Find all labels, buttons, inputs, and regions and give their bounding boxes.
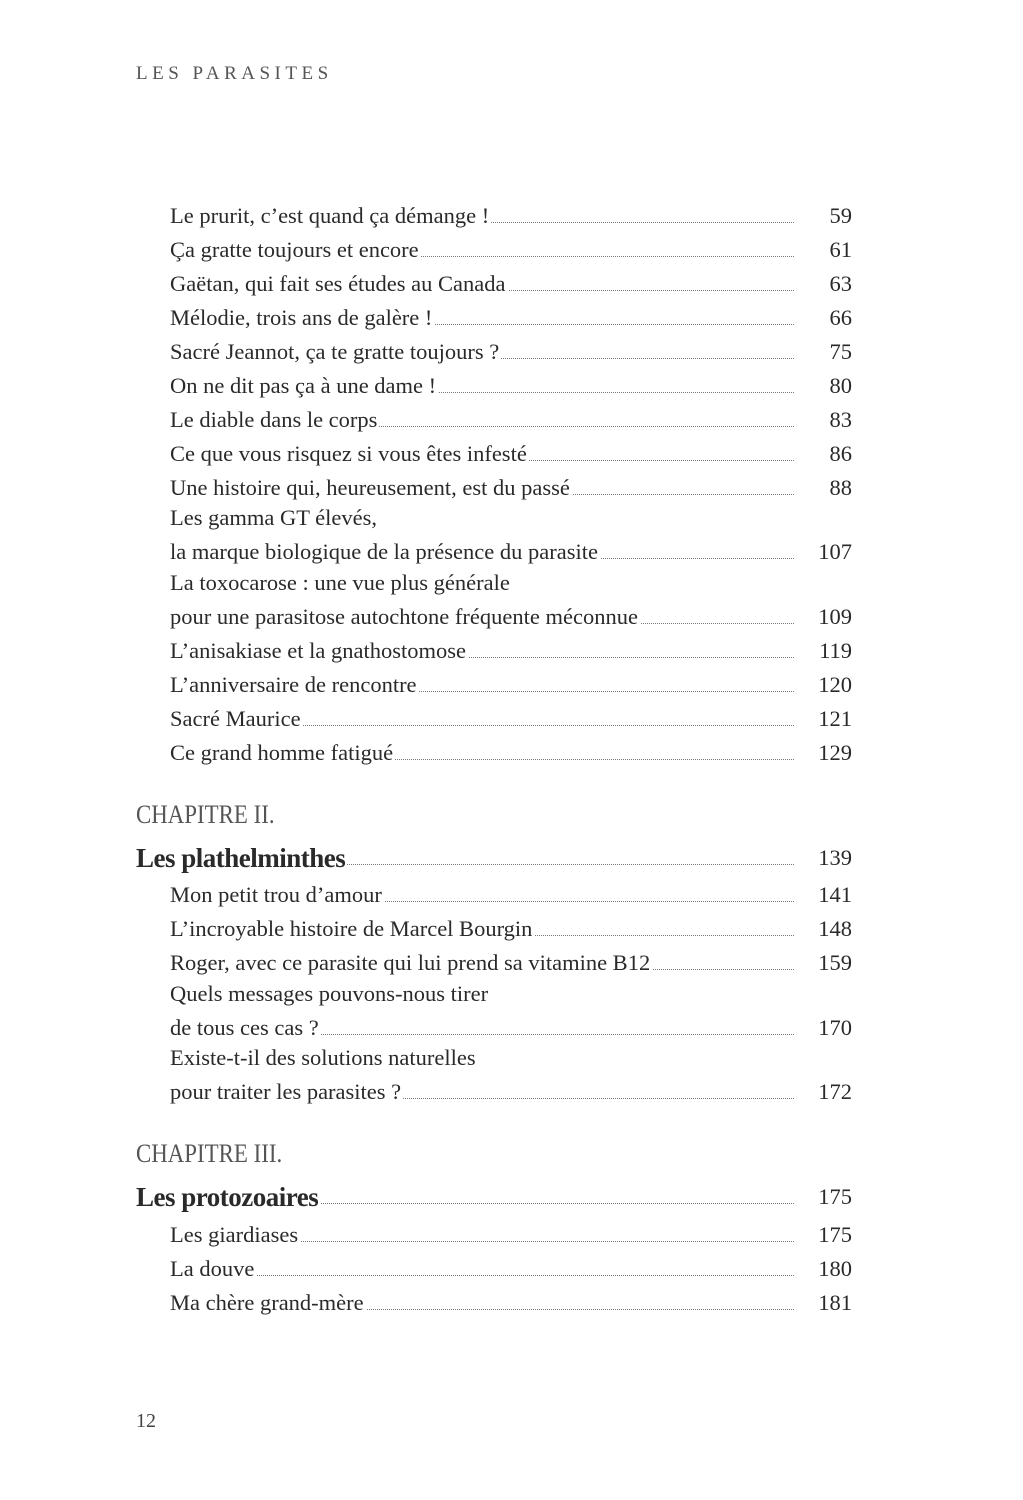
toc-entry[interactable] — [170, 1286, 852, 1320]
chapter-title: Les protozoaires — [136, 1182, 319, 1212]
entry-page: 61 — [829, 237, 852, 262]
entry-title: L’anniversaire de rencontre — [170, 668, 419, 702]
chapter-title-entry[interactable] — [136, 1180, 852, 1214]
entry-page: 88 — [829, 475, 852, 500]
entry-title: de tous ces cas ? — [170, 1011, 321, 1045]
entry-page: 129 — [818, 740, 852, 765]
toc-entry[interactable] — [170, 634, 852, 668]
entry-title: Ça gratte toujours et encore — [170, 233, 421, 267]
chapter-title: Les plathelminthes — [136, 843, 346, 873]
entry-title: la marque biologique de la présence du parasite — [170, 535, 600, 569]
toc-entry[interactable] — [170, 403, 852, 437]
entry-title: La douve — [170, 1252, 256, 1286]
entry-title: On ne dit pas ça à une dame ! — [170, 369, 438, 403]
entry-page: 83 — [829, 407, 852, 432]
entry-title: pour traiter les parasites ? — [170, 1075, 403, 1109]
entry-title: L’anisakiase et la gnathostomose — [170, 634, 468, 668]
chapter-label: CHAPITRE III. — [136, 1139, 283, 1168]
entry-title: Une histoire qui, heureusement, est du passé — [170, 471, 572, 505]
entry-page: 148 — [818, 916, 852, 941]
entry-title: Roger, avec ce parasite qui lui prend sa vitamine B12 — [170, 946, 652, 980]
toc-entry[interactable] — [170, 570, 852, 634]
entry-title: Ce que vous risquez si vous êtes infesté — [170, 437, 529, 471]
toc-entry[interactable] — [170, 369, 852, 403]
entry-title: Le diable dans le corps — [170, 403, 379, 437]
toc-entry[interactable] — [170, 437, 852, 471]
entry-title: Sacré Jeannot, ça te gratte toujours ? — [170, 335, 501, 369]
entry-page: 141 — [818, 882, 852, 907]
toc-entry[interactable] — [170, 1045, 852, 1109]
running-head: LES PARASITES — [136, 63, 333, 84]
entry-title-line1: La toxocarose : une vue plus générale — [170, 570, 510, 595]
toc-entry[interactable] — [170, 199, 852, 233]
entry-page: 75 — [829, 339, 852, 364]
entry-page: 59 — [829, 203, 852, 228]
entry-title-line1: Les gamma GT élevés, — [170, 505, 378, 530]
entry-page: 119 — [819, 638, 852, 663]
toc-entry[interactable] — [170, 912, 852, 946]
entry-page: 139 — [818, 845, 852, 870]
entry-title: Mon petit trou d’amour — [170, 878, 384, 912]
page-number: 12 — [136, 1410, 156, 1432]
entry-page: 172 — [818, 1079, 852, 1104]
entry-page: 107 — [818, 539, 852, 564]
entry-page: 121 — [818, 706, 852, 731]
toc-entry[interactable] — [170, 702, 852, 736]
entry-title: Le prurit, c’est quand ça démange ! — [170, 199, 491, 233]
entry-page: 63 — [829, 271, 852, 296]
entry-page: 170 — [818, 1015, 852, 1040]
toc-entry[interactable] — [170, 946, 852, 980]
toc-entry[interactable] — [170, 1252, 852, 1286]
entry-title: Mélodie, trois ans de galère ! — [170, 301, 434, 335]
toc-entry[interactable] — [170, 668, 852, 702]
toc-entry[interactable] — [170, 335, 852, 369]
toc-entry[interactable] — [170, 878, 852, 912]
entry-title: pour une parasitose autochtone fréquente méconnue — [170, 600, 640, 634]
chapter-label: CHAPITRE II. — [136, 800, 275, 829]
entry-title: Ce grand homme fatigué — [170, 736, 395, 770]
entry-title: Gaëtan, qui fait ses études au Canada — [170, 267, 508, 301]
entry-title-line1: Existe-t-il des solutions naturelles — [170, 1045, 476, 1070]
entry-page: 120 — [818, 672, 852, 697]
chapter-title-entry[interactable] — [136, 841, 852, 875]
toc-entry[interactable] — [170, 301, 852, 335]
entry-title: Ma chère grand-mère — [170, 1286, 366, 1320]
entry-page: 181 — [818, 1290, 852, 1315]
toc-entry[interactable] — [170, 505, 852, 569]
entry-page: 86 — [829, 441, 852, 466]
entry-page: 159 — [818, 950, 852, 975]
entry-title: Sacré Maurice — [170, 702, 303, 736]
leader-dots — [170, 1275, 794, 1276]
entry-page: 175 — [818, 1222, 852, 1247]
toc-entry[interactable] — [170, 267, 852, 301]
entry-page: 175 — [818, 1184, 852, 1209]
entry-page: 109 — [818, 604, 852, 629]
toc-entry[interactable] — [170, 981, 852, 1045]
entry-title: Les giardiases — [170, 1218, 300, 1252]
entry-page: 66 — [829, 305, 852, 330]
toc-entry[interactable] — [170, 736, 852, 770]
entry-page: 180 — [818, 1256, 852, 1281]
toc-entry[interactable] — [170, 471, 852, 505]
toc-entry[interactable] — [170, 233, 852, 267]
entry-title-line1: Quels messages pouvons-nous tirer — [170, 981, 489, 1006]
entry-title: L’incroyable histoire de Marcel Bourgin — [170, 912, 534, 946]
toc-entry[interactable] — [170, 1218, 852, 1252]
entry-page: 80 — [829, 373, 852, 398]
